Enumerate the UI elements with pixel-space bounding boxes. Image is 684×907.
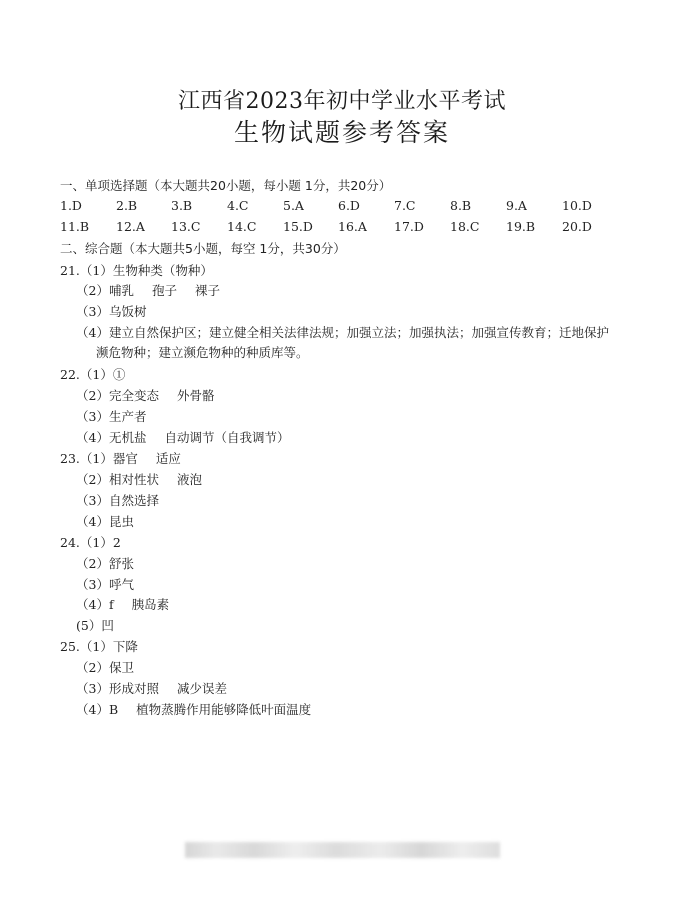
q23-part4: （4）昆虫 — [76, 514, 134, 529]
answer-10: 10.D — [562, 198, 592, 213]
answer-5: 5.A — [283, 198, 304, 213]
q22-part4 — [76, 428, 289, 446]
blurred-footer-watermark — [185, 842, 500, 858]
answer-9: 9.A — [506, 198, 527, 213]
q21-part2-b: 孢子 — [151, 283, 177, 298]
section2-heading: 二、综合题（本大题共5小题，每空 1分，共30分） — [60, 241, 346, 256]
q24-part1: 24.（1）2 — [60, 535, 121, 550]
q24-part3: （3）呼气 — [76, 577, 134, 592]
answer-6: 6.D — [338, 198, 360, 213]
q21-part4-line1: （4）建立自然保护区；建立健全相关法律法规；加强立法；加强执法；加强宣传教育；迁地保护 — [76, 325, 609, 340]
answer-19: 19.B — [506, 219, 536, 234]
q23-part3: （3）自然选择 — [76, 493, 159, 508]
answer-1: 1.D — [60, 198, 82, 213]
q23-part1-a: 23.（1）器官 — [60, 451, 138, 466]
answer-17: 17.D — [394, 219, 424, 234]
q24-part4-a: （4）f — [76, 597, 114, 612]
answer-18: 18.C — [450, 219, 480, 234]
q23-part1-b: 适应 — [155, 451, 181, 466]
q24-part4 — [76, 595, 169, 613]
q25-part3 — [76, 679, 227, 697]
q21-part3: （3）乌饭树 — [76, 304, 147, 319]
q25-part2: （2）保卫 — [76, 660, 134, 675]
answer-3: 3.B — [171, 198, 193, 213]
q25-part4-b: 植物蒸腾作用能够降低叶面温度 — [136, 702, 312, 717]
answer-4: 4.C — [227, 198, 249, 213]
q24-part2: （2）舒张 — [76, 556, 134, 571]
q21-part4-line2: 濒危物种；建立濒危物种的种质库等。 — [96, 345, 309, 360]
q23-part1 — [60, 449, 181, 467]
answer-11: 11.B — [60, 219, 90, 234]
q25-part3-b: 减少误差 — [176, 681, 227, 696]
section1-heading: 一、单项选择题（本大题共20小题，每小题 1分，共20分） — [60, 178, 392, 193]
q25-part4 — [76, 700, 311, 718]
q24-part5: (5）凹 — [76, 618, 114, 633]
q25-part3-a: （3）形成对照 — [76, 681, 159, 696]
document-subtitle: 生物试题参考答案 — [233, 118, 450, 147]
q21-part2-a: （2）哺乳 — [76, 283, 134, 298]
answer-15: 15.D — [283, 219, 313, 234]
answer-7: 7.C — [394, 198, 416, 213]
answer-14: 14.C — [227, 219, 257, 234]
q22-part2 — [76, 386, 214, 404]
q22-part1: 22.（1）① — [60, 367, 126, 382]
answer-12: 12.A — [116, 219, 145, 234]
answer-16: 16.A — [338, 219, 367, 234]
answer-2: 2.B — [116, 198, 138, 213]
q22-part2-a: （2）完全变态 — [76, 388, 159, 403]
q22-part4-b: 自动调节（自我调节） — [164, 430, 290, 445]
answer-8: 8.B — [450, 198, 472, 213]
document-title: 江西省2023年初中学业水平考试 — [178, 89, 506, 114]
answer-13: 13.C — [171, 219, 201, 234]
q24-part4-b: 胰岛素 — [131, 597, 170, 612]
q23-part2 — [76, 470, 202, 488]
q25-part1: 25.（1）下降 — [60, 639, 138, 654]
answer-20: 20.D — [562, 219, 592, 234]
q22-part2-b: 外骨骼 — [176, 388, 215, 403]
q22-part3: （3）生产者 — [76, 409, 147, 424]
q23-part2-b: 液泡 — [176, 472, 202, 487]
q21-part2 — [76, 281, 220, 299]
q23-part2-a: （2）相对性状 — [76, 472, 159, 487]
q22-part4-a: （4）无机盐 — [76, 430, 147, 445]
q21-part2-c: 裸子 — [194, 283, 220, 298]
q25-part4-a: （4）B — [76, 702, 119, 717]
q21-part1: 21.（1）生物种类（物种） — [60, 263, 213, 278]
